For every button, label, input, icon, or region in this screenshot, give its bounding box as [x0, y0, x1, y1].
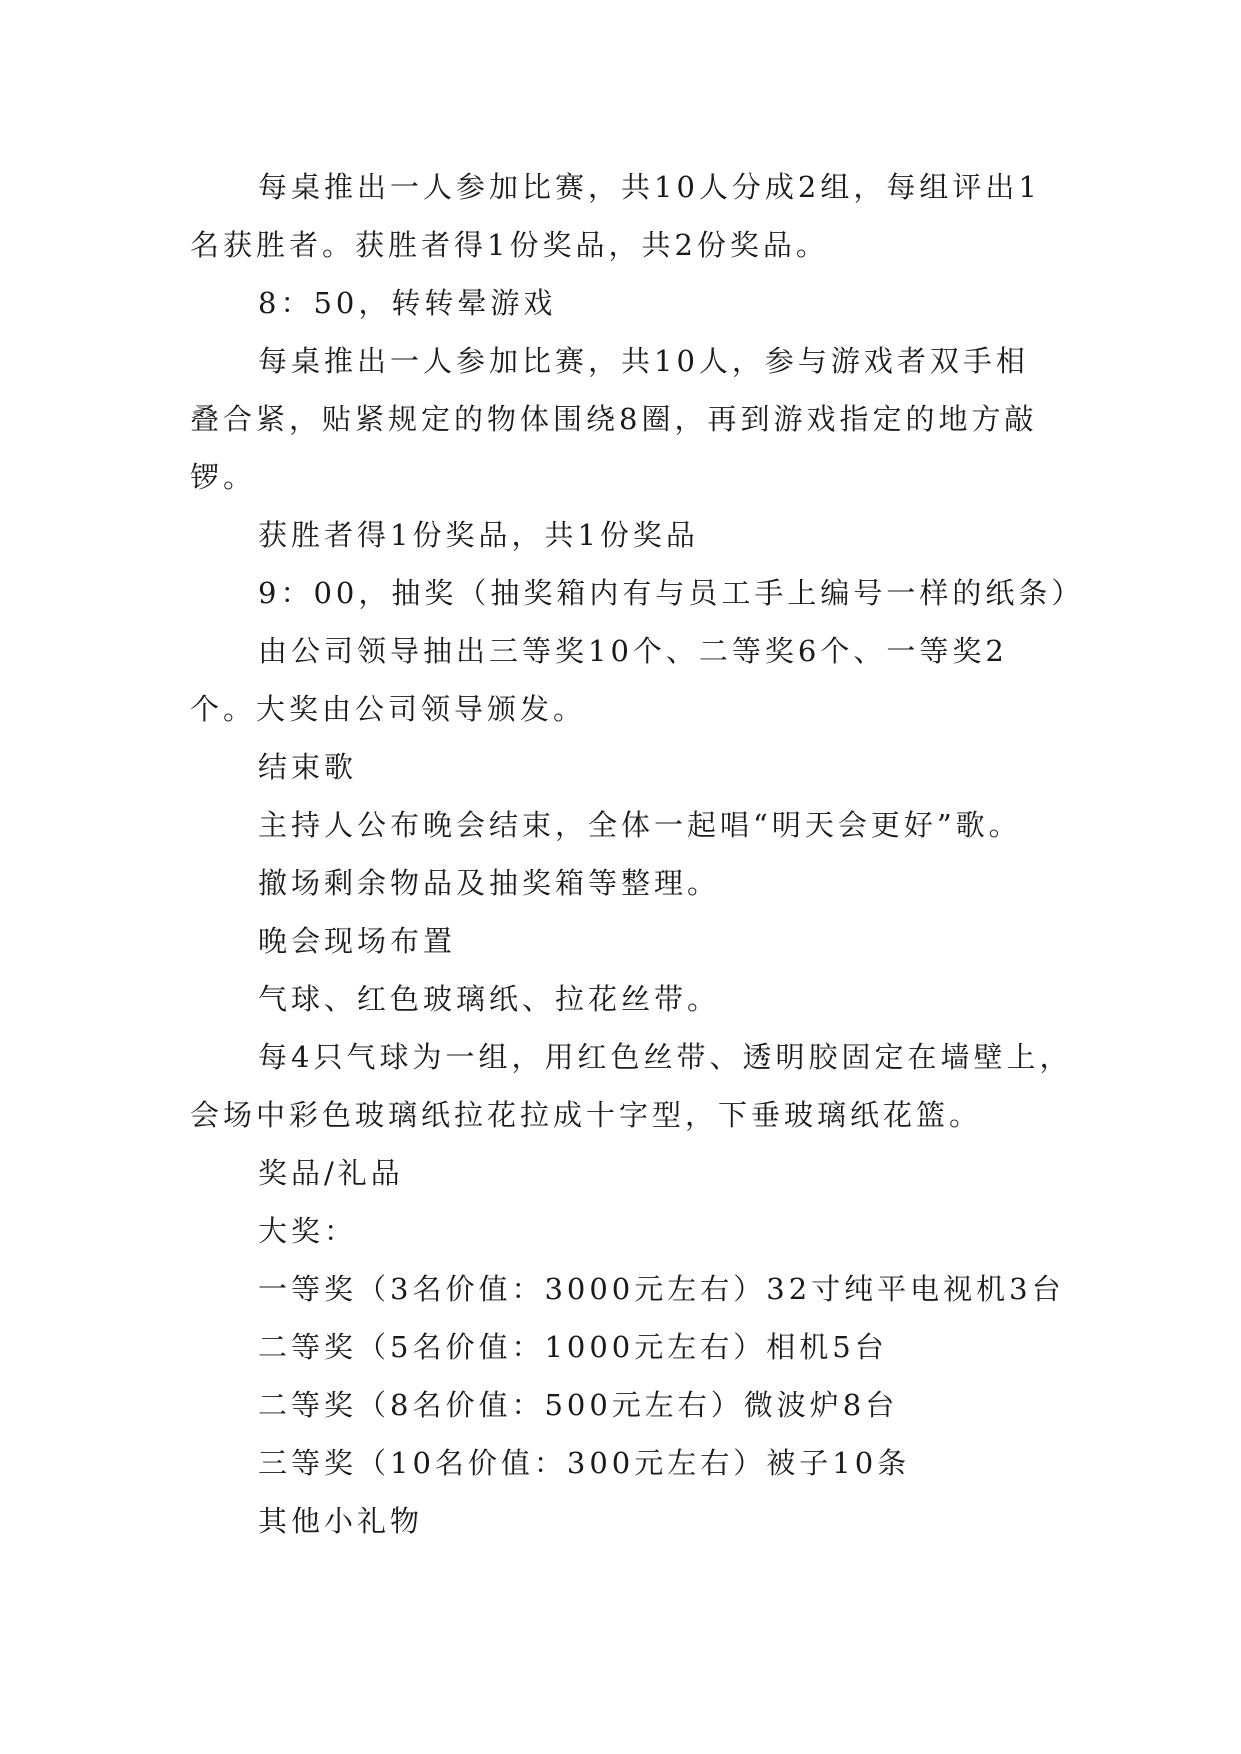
text-line: 会场中彩色玻璃纸拉花拉成十字型，下垂玻璃纸花篮。 [190, 1098, 983, 1132]
text-line: 叠合紧，贴紧规定的物体围绕8圈，再到游戏指定的地方敲 [190, 402, 1038, 436]
text-line: 其他小礼物 [258, 1504, 424, 1538]
text-line: 主持人公布晚会结束，全体一起唱“明天会更好”歌。 [258, 808, 1022, 842]
text-line: 三等奖（10名价值：300元左右）被子10条 [258, 1446, 911, 1480]
text-line: 锣。 [190, 460, 257, 494]
text-line: 获胜者得1份奖品，共1份奖品 [258, 518, 699, 552]
text-line: 二等奖（5名价值：1000元左右）相机5台 [258, 1330, 888, 1364]
text-line: 每桌推出一人参加比赛，共10人分成2组，每组评出1 [258, 170, 1041, 204]
text-line: 名获胜者。获胜者得1份奖品，共2份奖品。 [190, 228, 829, 262]
text-line: 每4只气球为一组，用红色丝带、透明胶固定在墙壁上， [258, 1040, 1073, 1074]
text-line: 二等奖（8名价值：500元左右）微波炉8台 [258, 1388, 899, 1422]
text-line: 结束歌 [258, 750, 358, 784]
text-line: 8：50，转转晕游戏 [258, 286, 557, 320]
text-line: 大奖： [258, 1214, 358, 1248]
text-line: 奖品/礼品 [258, 1156, 404, 1190]
text-line: 由公司领导抽出三等奖10个、二等奖6个、一等奖2 [258, 634, 1008, 668]
text-line: 一等奖（3名价值：3000元左右）32寸纯平电视机3台 [258, 1272, 1065, 1306]
text-line: 晚会现场布置 [258, 924, 457, 958]
text-line: 9：00，抽奖（抽奖箱内有与员工手上编号一样的纸条） [258, 576, 1085, 610]
text-line: 气球、红色玻璃纸、拉花丝带。 [258, 982, 721, 1016]
text-line: 每桌推出一人参加比赛，共10人，参与游戏者双手相 [258, 344, 1029, 378]
text-line: 个。大奖由公司领导颁发。 [190, 692, 587, 726]
text-line: 撤场剩余物品及抽奖箱等整理。 [258, 866, 721, 900]
